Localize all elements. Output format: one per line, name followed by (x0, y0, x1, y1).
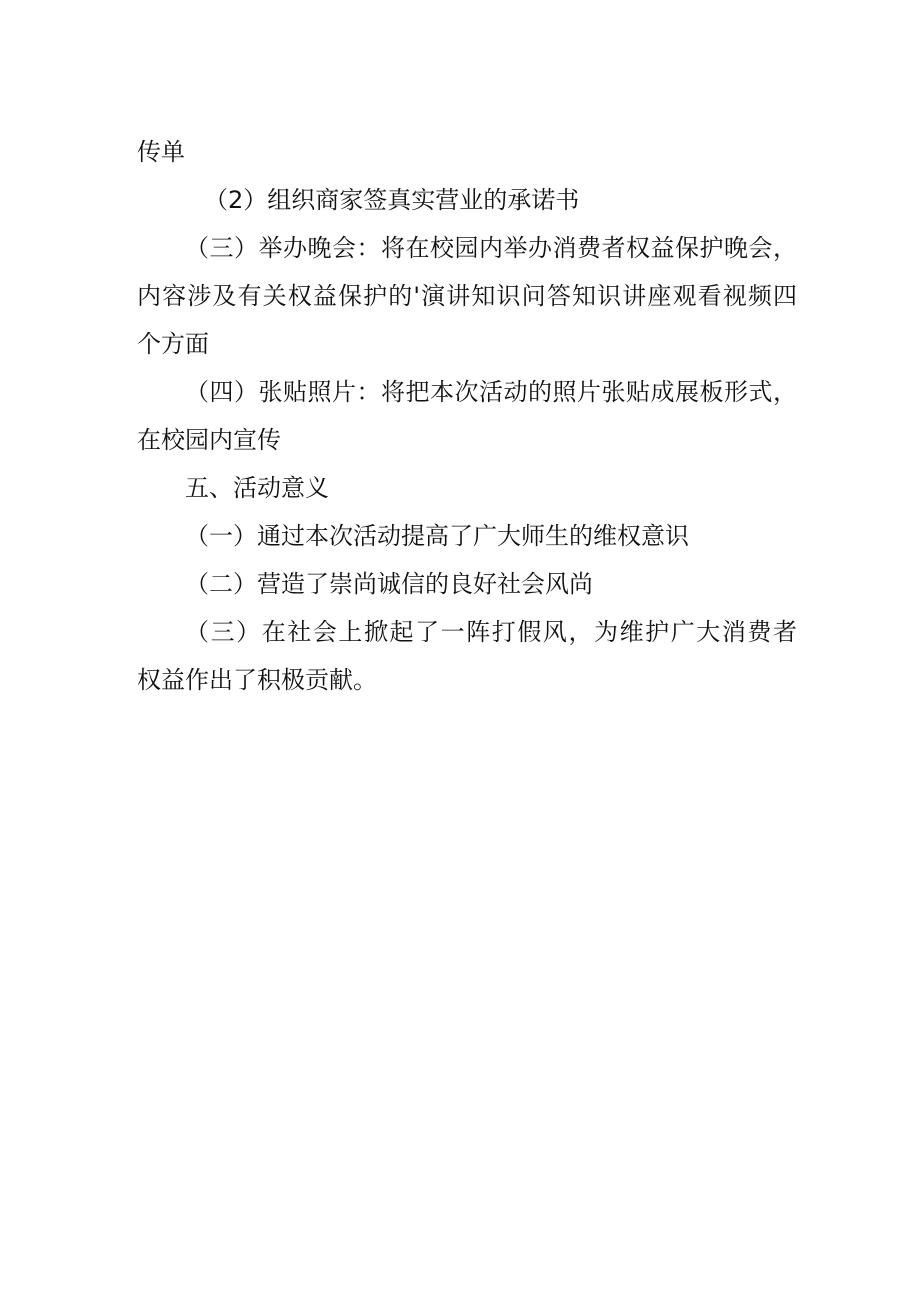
paragraph-line: 内容涉及有关权益保护的'演讲知识问答知识讲座观看视频四 (137, 282, 797, 310)
paragraph-line: 在校园内宣传 (137, 426, 281, 454)
paragraph-line: 个方面 (137, 330, 209, 358)
paragraph-line: （三）在社会上掀起了一阵打假风，为维护广大消费者 (185, 618, 797, 646)
paragraph-line: （一）通过本次活动提高了广大师生的维权意识 (185, 522, 689, 550)
paragraph-line: （四）张贴照片：将把本次活动的照片张贴成展板形式， (185, 378, 797, 406)
paragraph-line: 权益作出了积极贡献。 (137, 666, 377, 694)
paragraph-line: （二）营造了崇尚诚信的良好社会风尚 (185, 570, 593, 598)
paragraph-line: 传单 (137, 138, 185, 166)
document-body (137, 128, 797, 704)
section-heading: 五、活动意义 (185, 474, 329, 502)
paragraph-line: （2）组织商家签真实营业的承诺书 (204, 186, 580, 214)
paragraph-line: （三）举办晚会：将在校园内举办消费者权益保护晚会， (185, 234, 797, 262)
